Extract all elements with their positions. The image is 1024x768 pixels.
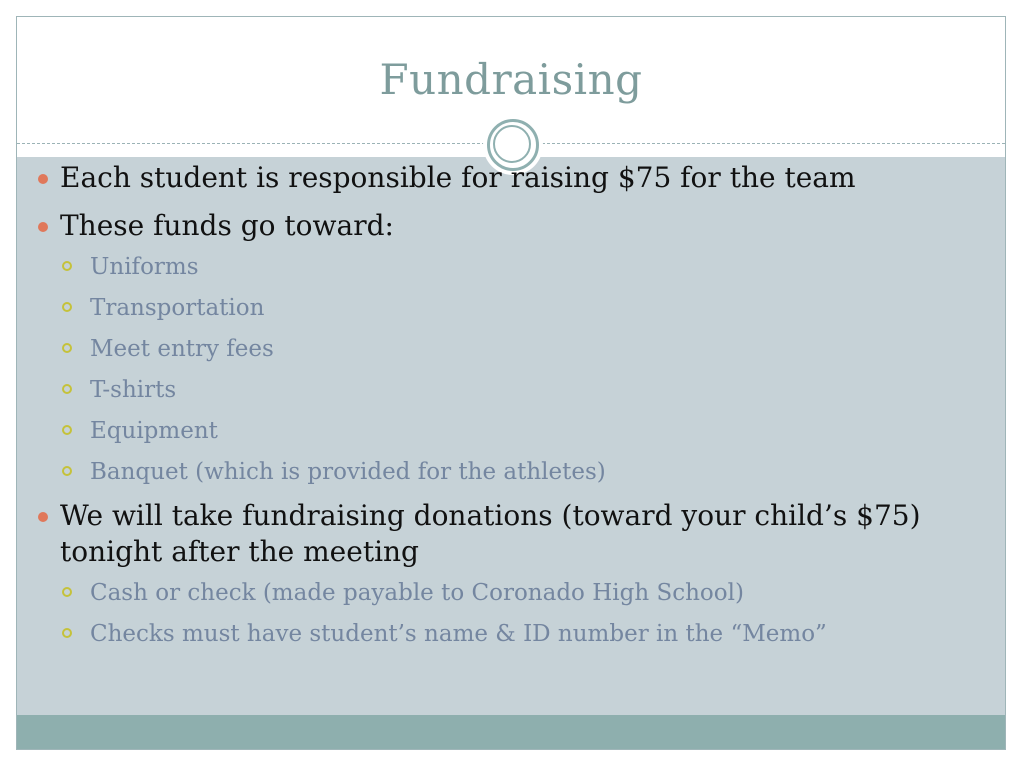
sub-bullet-text: Cash or check (made payable to Coronado High School) <box>90 580 744 606</box>
sub-bullet-item <box>34 375 954 405</box>
hollow-circle-bullet-icon <box>62 384 72 394</box>
sub-bullet-item <box>34 252 954 282</box>
sub-bullet-item <box>34 619 954 649</box>
sub-bullet-text: Uniforms <box>90 254 199 280</box>
bullet-text: These funds go toward: <box>60 209 394 242</box>
bullet-list <box>34 160 954 660</box>
sub-bullet-item <box>34 457 954 487</box>
bullet-text: Each student is responsible for raising $75 for the team <box>60 161 856 194</box>
circle-ornament-inner <box>493 125 531 163</box>
sub-bullet-item <box>34 293 954 323</box>
sub-bullet-text: Banquet (which is provided for the athletes) <box>90 459 606 485</box>
sub-bullet-list <box>34 578 954 649</box>
sub-bullet-item <box>34 578 954 608</box>
hollow-circle-bullet-icon <box>62 466 72 476</box>
bullet-text: We will take fundraising donations (toward your child’s $75) tonight after the meeting <box>60 499 921 568</box>
sub-bullet-text: T-shirts <box>90 377 177 403</box>
slide-title: Fundraising <box>379 55 643 104</box>
sub-bullet-text: Transportation <box>90 295 265 321</box>
sub-bullet-text: Meet entry fees <box>90 336 274 362</box>
hollow-circle-bullet-icon <box>62 587 72 597</box>
hollow-circle-bullet-icon <box>62 343 72 353</box>
sub-bullet-item <box>34 416 954 446</box>
sub-bullet-text: Checks must have student’s name & ID number in the “Memo” <box>90 621 827 647</box>
sub-bullet-list <box>34 252 954 487</box>
sub-bullet-text: Equipment <box>90 418 218 444</box>
footer-band <box>17 715 1005 749</box>
hollow-circle-bullet-icon <box>62 261 72 271</box>
hollow-circle-bullet-icon <box>62 425 72 435</box>
filled-dot-bullet-icon <box>38 512 48 522</box>
filled-dot-bullet-icon <box>38 222 48 232</box>
bullet-item-1 <box>34 160 954 196</box>
filled-dot-bullet-icon <box>38 174 48 184</box>
bullet-item-3 <box>34 498 954 570</box>
bullet-item-2 <box>34 208 954 244</box>
sub-bullet-item <box>34 334 954 364</box>
hollow-circle-bullet-icon <box>62 628 72 638</box>
hollow-circle-bullet-icon <box>62 302 72 312</box>
